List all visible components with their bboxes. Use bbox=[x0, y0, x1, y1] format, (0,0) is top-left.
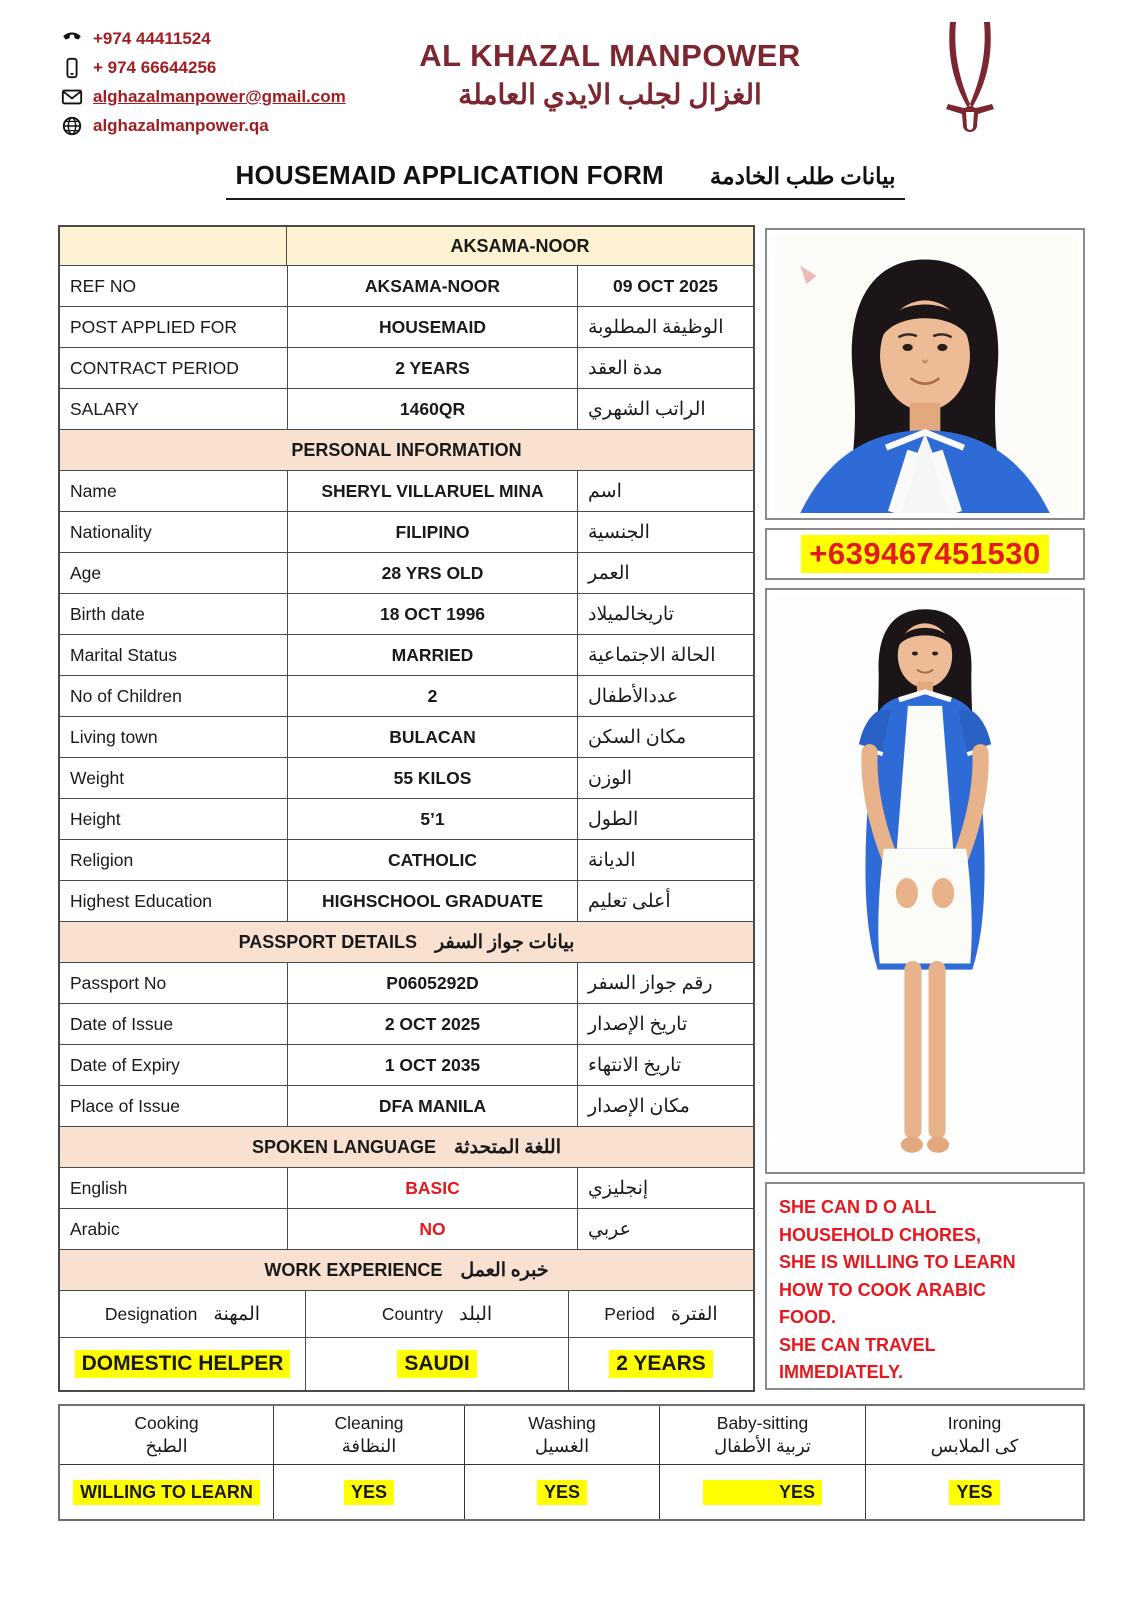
field-value: P0605292D bbox=[287, 963, 577, 1003]
field-label-arabic: العمر bbox=[577, 553, 753, 593]
form-title-arabic: بيانات طلب الخادمة bbox=[709, 164, 896, 189]
field-value: 2 OCT 2025 bbox=[287, 1004, 577, 1044]
contact-phone: +974 44411524 bbox=[93, 29, 211, 48]
field-label: Place of Issue bbox=[70, 1095, 180, 1116]
oryx-gazelle-logo-icon bbox=[920, 20, 1020, 138]
field-value: BASIC bbox=[287, 1168, 577, 1208]
form-title bbox=[0, 160, 1131, 200]
section-title: WORK EXPERIENCE bbox=[264, 1259, 443, 1280]
applicant-full-body-photo bbox=[765, 588, 1085, 1174]
field-label: Age bbox=[70, 562, 102, 583]
applicant-phone-highlight: +639467451530 bbox=[801, 535, 1049, 573]
work-col-country bbox=[305, 1291, 568, 1337]
table-row-place-of-issue bbox=[60, 1085, 753, 1126]
skill-value-baby-sitting: YES bbox=[703, 1480, 822, 1505]
empty-header-cell bbox=[60, 227, 287, 265]
field-label: English bbox=[70, 1177, 128, 1198]
contact-phone-line bbox=[60, 26, 390, 52]
field-label: No of Children bbox=[70, 685, 182, 706]
table-row-contract-period bbox=[60, 347, 753, 388]
section-header-passport bbox=[60, 921, 753, 962]
field-label-arabic: الجنسية bbox=[577, 512, 753, 552]
skill-value-cleaning: YES bbox=[344, 1480, 394, 1505]
section-header-personal bbox=[60, 429, 753, 470]
field-label: Religion bbox=[70, 849, 134, 870]
skill-value-cooking: WILLING TO LEARN bbox=[73, 1480, 260, 1505]
skill-value-cell bbox=[659, 1465, 865, 1519]
skills-values-row bbox=[60, 1464, 1083, 1519]
field-label: Weight bbox=[70, 767, 125, 788]
skill-col-cleaning bbox=[273, 1406, 464, 1464]
section-title-arabic: اللغة المتحدثة bbox=[454, 1136, 561, 1158]
field-value: HIGHSCHOOL GRADUATE bbox=[287, 881, 577, 921]
field-label: Date of Expiry bbox=[70, 1054, 180, 1075]
candidate-code: AKSAMA-NOOR bbox=[450, 235, 590, 256]
section-header-work-experience bbox=[60, 1249, 753, 1290]
skill-col-baby-sitting bbox=[659, 1406, 865, 1464]
table-row-date-of-expiry bbox=[60, 1044, 753, 1085]
section-title: PASSPORT DETAILS bbox=[238, 931, 417, 952]
field-label: Marital Status bbox=[70, 644, 177, 665]
ref-date: 09 OCT 2025 bbox=[577, 266, 753, 306]
field-value: MARRIED bbox=[287, 635, 577, 675]
field-value: 55 KILOS bbox=[287, 758, 577, 798]
recruiter-notes-box bbox=[765, 1182, 1085, 1390]
col-label-arabic: المهنة bbox=[213, 1303, 261, 1325]
skill-label-arabic: الغسيل bbox=[534, 1436, 590, 1456]
field-label: POST APPLIED FOR bbox=[70, 316, 237, 337]
skill-value-cell bbox=[60, 1465, 273, 1519]
table-row-marital-status bbox=[60, 634, 753, 675]
contact-website: alghazalmanpower.qa bbox=[93, 116, 269, 135]
field-label-arabic: عددالأطفال bbox=[577, 676, 753, 716]
field-label-arabic: الحالة الاجتماعية bbox=[577, 635, 753, 675]
skill-label-arabic: تربية الأطفال bbox=[714, 1436, 811, 1456]
contact-mobile: + 974 66644256 bbox=[93, 58, 217, 77]
col-label: Country bbox=[381, 1303, 444, 1324]
skill-col-washing bbox=[464, 1406, 659, 1464]
field-value: 2 YEARS bbox=[287, 348, 577, 388]
table-row-arabic bbox=[60, 1208, 753, 1249]
table-row-name bbox=[60, 470, 753, 511]
company-name-english: AL KHAZAL MANPOWER bbox=[419, 38, 801, 73]
skill-label-arabic: النظافة bbox=[341, 1436, 397, 1456]
photo-column bbox=[765, 228, 1085, 1390]
field-label: CONTRACT PERIOD bbox=[70, 357, 239, 378]
field-label: Highest Education bbox=[70, 890, 213, 911]
field-label-arabic: إنجليزي bbox=[577, 1168, 753, 1208]
field-label-arabic: الوظيفة المطلوبة bbox=[577, 307, 753, 347]
field-value: BULACAN bbox=[287, 717, 577, 757]
field-value: FILIPINO bbox=[287, 512, 577, 552]
table-row-ref-no bbox=[60, 265, 753, 306]
skill-label-arabic: الطبخ bbox=[145, 1436, 188, 1456]
table-row-education bbox=[60, 880, 753, 921]
field-value: 28 YRS OLD bbox=[287, 553, 577, 593]
contact-email-line bbox=[60, 84, 390, 110]
section-header-language bbox=[60, 1126, 753, 1167]
field-label-arabic: الوزن bbox=[577, 758, 753, 798]
company-name-arabic: الغزال لجلب الايدي العاملة bbox=[458, 80, 762, 111]
company-header bbox=[360, 38, 860, 112]
skills-table bbox=[58, 1404, 1085, 1521]
field-value: AKSAMA-NOOR bbox=[287, 266, 577, 306]
table-row-living-town bbox=[60, 716, 753, 757]
field-label-arabic: اسم bbox=[577, 471, 753, 511]
work-columns-row bbox=[60, 1290, 753, 1337]
table-row-salary bbox=[60, 388, 753, 429]
work-country-value: SAUDI bbox=[397, 1350, 476, 1378]
mobile-icon bbox=[60, 56, 84, 80]
col-label: Period bbox=[604, 1303, 655, 1324]
globe-icon bbox=[60, 114, 84, 138]
field-label: Arabic bbox=[70, 1218, 120, 1239]
field-value: 1 OCT 2035 bbox=[287, 1045, 577, 1085]
work-col-period bbox=[568, 1291, 753, 1337]
field-label: Height bbox=[70, 808, 121, 829]
field-label-arabic: الديانة bbox=[577, 840, 753, 880]
field-label-arabic: عربي bbox=[577, 1209, 753, 1249]
skill-label: Cleaning bbox=[334, 1413, 404, 1433]
work-values-row bbox=[60, 1337, 753, 1390]
contact-website-line bbox=[60, 113, 390, 139]
table-row-birth-date bbox=[60, 593, 753, 634]
skill-value-ironing: YES bbox=[949, 1480, 999, 1505]
section-title: SPOKEN LANGUAGE bbox=[252, 1136, 437, 1157]
table-row-passport-no bbox=[60, 962, 753, 1003]
skill-label: Cooking bbox=[134, 1413, 199, 1433]
field-value: HOUSEMAID bbox=[287, 307, 577, 347]
table-row-children bbox=[60, 675, 753, 716]
table-row-height bbox=[60, 798, 753, 839]
note-line: HOUSEHOLD CHORES, bbox=[779, 1224, 982, 1245]
field-value: 18 OCT 1996 bbox=[287, 594, 577, 634]
note-line: SHE IS WILLING TO LEARN bbox=[779, 1252, 1016, 1272]
applicant-headshot-photo bbox=[765, 228, 1085, 520]
work-period-cell bbox=[568, 1338, 753, 1390]
table-row-nationality bbox=[60, 511, 753, 552]
col-label-arabic: البلد bbox=[459, 1303, 493, 1325]
col-label-arabic: الفترة bbox=[670, 1303, 718, 1325]
field-label-arabic: مكان السكن bbox=[577, 717, 753, 757]
table-row-religion bbox=[60, 839, 753, 880]
field-label-arabic: مدة العقد bbox=[577, 348, 753, 388]
field-label-arabic: أعلى تعليم bbox=[577, 881, 753, 921]
table-row-weight bbox=[60, 757, 753, 798]
col-label: Designation bbox=[104, 1303, 198, 1324]
envelope-icon bbox=[60, 85, 84, 109]
work-designation-value: DOMESTIC HELPER bbox=[75, 1350, 291, 1378]
field-label: REF NO bbox=[70, 275, 137, 296]
phone-icon bbox=[60, 27, 84, 51]
note-line: HOW TO COOK ARABIC bbox=[779, 1279, 986, 1300]
note-line: FOOD. bbox=[779, 1307, 836, 1327]
contact-block bbox=[60, 26, 390, 142]
field-value: CATHOLIC bbox=[287, 840, 577, 880]
field-label: Nationality bbox=[70, 521, 152, 542]
field-label-arabic: رقم جواز السفر bbox=[577, 963, 753, 1003]
field-label-arabic: الراتب الشهري bbox=[577, 389, 753, 429]
section-title-arabic: خبره العمل bbox=[460, 1259, 549, 1281]
field-label: Passport No bbox=[70, 972, 167, 993]
contact-number-box bbox=[765, 528, 1085, 580]
work-period-value: 2 YEARS bbox=[609, 1350, 713, 1378]
skill-label: Baby-sitting bbox=[716, 1413, 809, 1433]
skill-col-ironing bbox=[865, 1406, 1083, 1464]
skill-label: Washing bbox=[528, 1413, 596, 1433]
skill-label-arabic: كى الملابس bbox=[930, 1436, 1019, 1456]
field-value: NO bbox=[287, 1209, 577, 1249]
skill-value-cell bbox=[865, 1465, 1083, 1519]
field-label-arabic: تاريخ الانتهاء bbox=[577, 1045, 753, 1085]
section-title-arabic: بيانات جواز السفر bbox=[434, 931, 575, 953]
field-label-arabic: تاريخالميلاد bbox=[577, 594, 753, 634]
work-col-designation bbox=[60, 1291, 305, 1337]
field-label-arabic: تاريخ الإصدار bbox=[577, 1004, 753, 1044]
candidate-code-row bbox=[60, 227, 753, 265]
form-title-english: HOUSEMAID APPLICATION FORM bbox=[235, 160, 664, 190]
note-line: SHE CAN D O ALL bbox=[779, 1197, 937, 1217]
table-row-post-applied bbox=[60, 306, 753, 347]
section-title: PERSONAL INFORMATION bbox=[291, 439, 522, 460]
field-label: Name bbox=[70, 480, 117, 501]
skill-value-cell bbox=[464, 1465, 659, 1519]
skill-value-cell bbox=[273, 1465, 464, 1519]
field-label: SALARY bbox=[70, 398, 139, 419]
application-table bbox=[58, 225, 755, 1392]
skill-value-washing: YES bbox=[537, 1480, 587, 1505]
field-label-arabic: مكان الإصدار bbox=[577, 1086, 753, 1126]
contact-mobile-line bbox=[60, 55, 390, 81]
field-value: 1460QR bbox=[287, 389, 577, 429]
field-value: DFA MANILA bbox=[287, 1086, 577, 1126]
field-value: 5’1 bbox=[287, 799, 577, 839]
skills-header-row bbox=[60, 1406, 1083, 1464]
table-row-date-of-issue bbox=[60, 1003, 753, 1044]
field-label: Date of Issue bbox=[70, 1013, 174, 1034]
work-country-cell bbox=[305, 1338, 568, 1390]
field-value: 2 bbox=[287, 676, 577, 716]
field-label-arabic: الطول bbox=[577, 799, 753, 839]
field-label: Living town bbox=[70, 726, 158, 747]
field-label: Birth date bbox=[70, 603, 145, 624]
note-line: IMMEDIATELY. bbox=[779, 1362, 904, 1382]
note-line: SHE CAN TRAVEL bbox=[779, 1334, 936, 1355]
skill-label: Ironing bbox=[947, 1413, 1002, 1433]
table-row-age bbox=[60, 552, 753, 593]
skill-col-cooking bbox=[60, 1406, 273, 1464]
table-row-english bbox=[60, 1167, 753, 1208]
contact-email-link[interactable]: alghazalmanpower@gmail.com bbox=[93, 87, 346, 106]
work-designation-cell bbox=[60, 1338, 305, 1390]
field-value: SHERYL VILLARUEL MINA bbox=[287, 471, 577, 511]
